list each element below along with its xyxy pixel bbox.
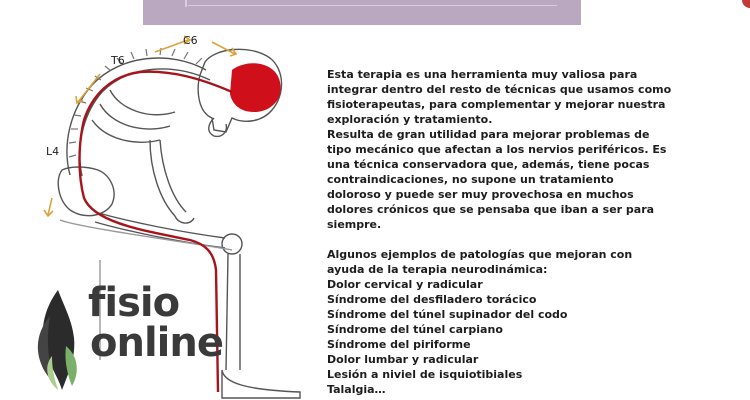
intro-line: Esta terapia es una herramienta muy valiosa para	[327, 68, 638, 81]
brain	[230, 63, 281, 112]
intro-line: doloroso y puede ser muy provechosa en muchos	[327, 188, 634, 201]
logo-word-online: online	[90, 320, 223, 366]
examples-heading: ayuda de la terapia neurodinámica:	[327, 263, 548, 276]
label-l4: L4	[46, 145, 60, 158]
flame-leaf-icon	[28, 286, 88, 394]
list-item: Dolor cervical y radicular	[327, 278, 483, 291]
intro-line: tipo mecánico que afectan a los nervios periféricos. Es	[327, 143, 667, 156]
examples-list	[327, 277, 727, 397]
arm	[150, 140, 186, 216]
intro-line: siempre.	[327, 218, 382, 231]
knee	[222, 234, 242, 254]
intro-line: una técnica conservadora que, además, tiene pocas	[327, 158, 650, 171]
intro-line: Resulta de gran utilidad para mejorar problemas de	[327, 128, 650, 141]
femur	[95, 212, 225, 248]
vertebra-ticks	[69, 48, 202, 157]
intro-line: dolores crónicos que se pensaba que iban a ser para	[327, 203, 655, 216]
spine-curve-inner	[80, 69, 210, 176]
hand	[175, 216, 194, 223]
list-item: Talalgia…	[327, 383, 386, 396]
examples-heading: Algunos ejemplos de patologías que mejoran con	[327, 248, 633, 261]
tibia	[226, 254, 240, 370]
pelvis	[58, 167, 114, 216]
label-t6: T6	[111, 54, 125, 67]
list-item: Síndrome del túnel carpiano	[327, 323, 503, 336]
intro-line: integrar dentro del resto de técnicas que usamos como	[327, 83, 672, 96]
intro-line: fisioterapeutas, para complementar y mejorar nuestra	[327, 98, 666, 111]
tension-arrows	[44, 36, 236, 216]
list-item: Síndrome del piriforme	[327, 338, 471, 351]
intro-line: exploración y tratamiento.	[327, 113, 493, 126]
fisio-online-logo	[28, 280, 228, 394]
ribs	[92, 90, 175, 142]
arrow-c6-right	[212, 42, 235, 54]
foot	[222, 370, 300, 398]
list-item: Síndrome del túnel supinador del codo	[327, 308, 568, 321]
jaw-outline	[209, 118, 227, 136]
list-item: Lesión a niviel de isquiotibiales	[327, 368, 523, 381]
logo-word-fisio: fisio	[88, 280, 180, 326]
corner-dot	[742, 0, 750, 8]
list-item: Dolor lumbar y radicular	[327, 353, 479, 366]
list-item: Síndrome del desfiladero torácico	[327, 293, 537, 306]
article-text	[327, 67, 727, 397]
intro-line: contraindicaciones, no supone un tratamiento	[327, 173, 614, 186]
label-c6: C6	[183, 34, 198, 47]
